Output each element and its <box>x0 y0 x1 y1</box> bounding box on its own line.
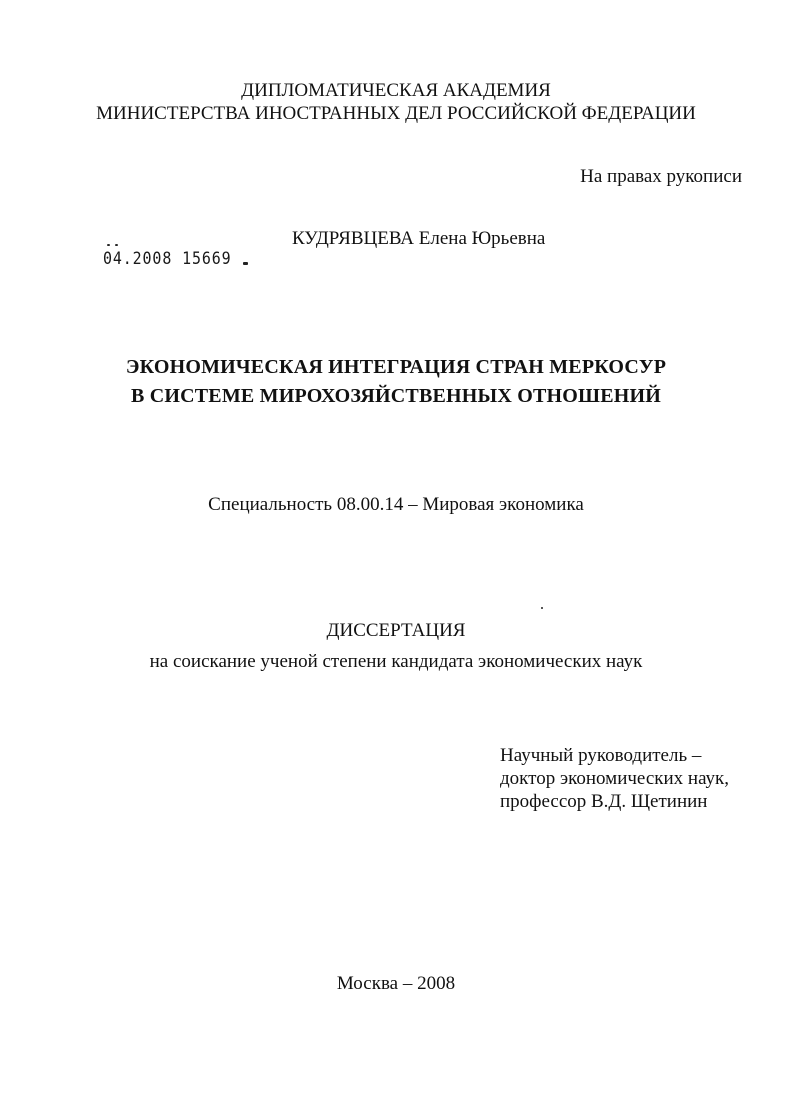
degree-line: на соискание ученой степени кандидата экономических наук <box>149 651 643 672</box>
stamp-mark <box>243 262 248 265</box>
supervisor-degree: доктор экономических наук, <box>500 768 730 789</box>
academy-name: ДИПЛОМАТИЧЕСКАЯ АКАДЕМИЯ <box>241 80 551 101</box>
rights-note: На правах рукописи <box>580 166 742 187</box>
supervisor-label: Научный руководитель – <box>500 745 702 766</box>
stamp-mark <box>107 244 110 246</box>
city-year: Москва – 2008 <box>336 973 456 994</box>
stamp-mark <box>115 244 118 246</box>
document-type: ДИССЕРТАЦИЯ <box>326 620 466 641</box>
archive-stamp-number: 04.2008 15669 <box>103 249 232 269</box>
scan-speck <box>541 607 543 609</box>
supervisor-name: профессор В.Д. Щетинин <box>500 791 708 812</box>
specialty: Специальность 08.00.14 – Мировая экономика <box>208 494 584 515</box>
dissertation-title-line1: ЭКОНОМИЧЕСКАЯ ИНТЕГРАЦИЯ СТРАН МЕРКОСУР <box>125 356 667 378</box>
author-name: КУДРЯВЦЕВА Елена Юрьевна <box>292 228 546 249</box>
ministry-name: МИНИСТЕРСТВА ИНОСТРАННЫХ ДЕЛ РОССИЙСКОЙ ФЕДЕРАЦИИ <box>96 103 696 124</box>
dissertation-title-line2: В СИСТЕМЕ МИРОХОЗЯЙСТВЕННЫХ ОТНОШЕНИЙ <box>130 385 662 407</box>
